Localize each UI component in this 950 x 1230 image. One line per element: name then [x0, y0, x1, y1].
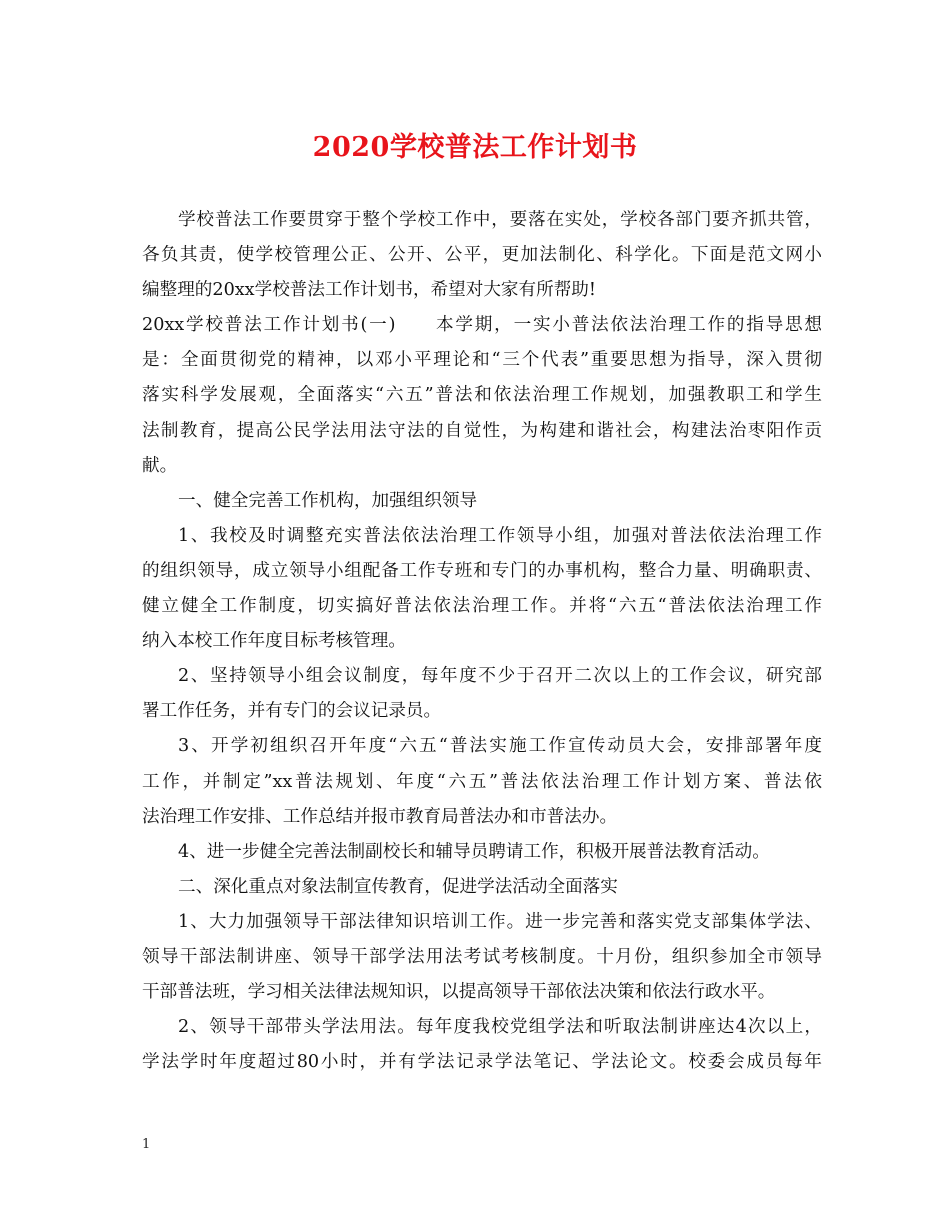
text-line: 纳入本校工作年度目标考核管理。 — [142, 631, 406, 652]
text-line: 编整理的20xx学校普法工作计划书，希望对大家有所帮助! — [142, 280, 596, 301]
text-line: 3、开学初组织召开年度“六五“普法实施工作宣传动员大会，安排部署年度 — [178, 736, 822, 757]
text-line: 2、坚持领导小组会议制度，每年度不少于召开二次以上的工作会议，研究部 — [178, 666, 822, 687]
text-line: 法治理工作安排、工作总结并报市教育局普法办和市普法办。 — [142, 806, 618, 827]
text-line: 署工作任务，并有专门的会议记录员。 — [142, 701, 442, 722]
text-line: 各负其责，使学校管理公正、公开、公平，更加法制化、科学化。下面是范文网小 — [142, 245, 822, 266]
text-line: 学法学时年度超过80小时，并有学法记录学法笔记、学法论文。校委会成员每年 — [142, 1052, 822, 1073]
text-line: 落实科学发展观，全面落实“六五”普法和依法治理工作规划，加强教职工和学生 — [142, 385, 822, 406]
section-heading: 一、健全完善工作机构，加强组织领导 — [178, 490, 478, 511]
text-line: 献。 — [142, 455, 178, 476]
text-line: 是：全面贯彻党的精神，以邓小平理论和“三个代表”重要思想为指导，深入贯彻 — [142, 350, 822, 371]
text-line: 法制教育，提高公民学法用法守法的自觉性，为构建和谐社会，构建法治枣阳作贡 — [142, 420, 822, 441]
document-title: 2020学校普法工作计划书 — [312, 132, 638, 163]
text-line: 工作，并制定”xx普法规划、年度“六五”普法依法治理工作计划方案、普法依 — [142, 771, 822, 792]
text-line: 领导干部法制讲座、领导干部学法用法考试考核制度。十月份，组织参加全市领导 — [142, 946, 822, 967]
text-line: 1、大力加强领导干部法律知识培训工作。进一步完善和落实党支部集体学法、 — [178, 911, 822, 932]
document-body — [142, 203, 822, 1080]
text-line: 健立健全工作制度，切实搞好普法依法治理工作。并将“六五“普法依法治理工作 — [142, 596, 822, 617]
section-heading: 二、深化重点对象法制宣传教育，促进学法活动全面落实 — [178, 876, 618, 897]
text-line: 20xx学校普法工作计划书(一) 本学期，一实小普法依法治理工作的指导思想 — [142, 315, 822, 336]
text-line: 干部普法班，学习相关法律法规知识，以提高领导干部依法决策和依法行政水平。 — [142, 982, 776, 1003]
text-line: 1、我校及时调整充实普法依法治理工作领导小组，加强对普法依法治理工作 — [178, 525, 822, 546]
text-line: 4、进一步健全完善法制副校长和辅导员聘请工作，积极开展普法教育活动。 — [178, 841, 770, 862]
text-line: 的组织领导，成立领导小组配备工作专班和专门的办事机构，整合力量、明确职责、 — [142, 560, 822, 581]
text-line: 学校普法工作要贯穿于整个学校工作中，要落在实处，学校各部门要齐抓共管， — [178, 210, 822, 230]
text-line: 2、领导干部带头学法用法。每年度我校党组学法和听取法制讲座达4次以上， — [178, 1017, 822, 1038]
page-number: 1 — [142, 1137, 151, 1152]
